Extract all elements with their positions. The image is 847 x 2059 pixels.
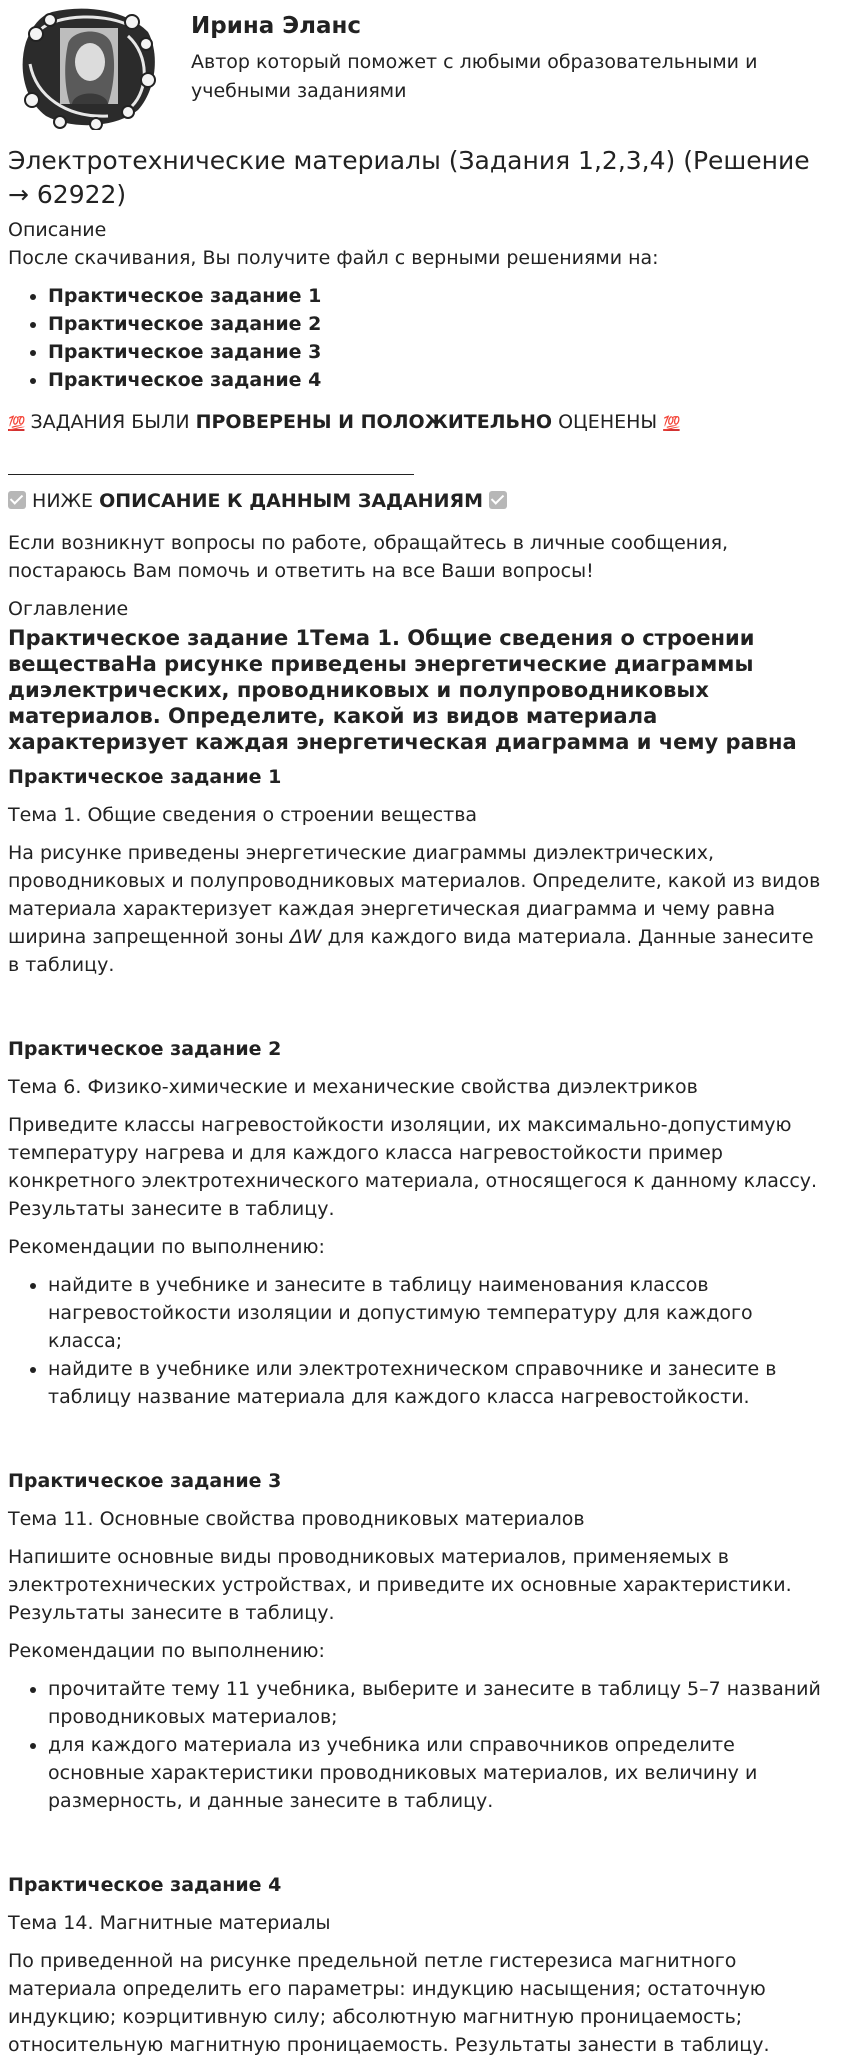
section-heading-strong: ОПИСАНИЕ К ДАННЫМ ЗАДАНИЯМ: [99, 490, 484, 512]
task-1: [8, 763, 823, 979]
list-item: • найдите в учебнике и занесите в таблицу наименования классов нагревостойкости изоляции и допустимую температуру для каждого класса;: [48, 1271, 823, 1355]
checkmark-icon: [8, 491, 26, 509]
task-topic: Тема 11. Основные свойства проводниковых материалов: [8, 1508, 585, 1530]
task-2: [8, 1035, 823, 1411]
section-heading: [8, 487, 823, 515]
recommendations-label: Рекомендации по выполнению:: [8, 1640, 325, 1662]
author-description: Автор который поможет с любыми образовательными и учебными заданиями: [191, 51, 758, 102]
task-3: [8, 1467, 823, 1815]
list-item: • для каждого материала из учебника или справочников определите основные характеристики проводниковых материалов, их величину и размерность, и данные занесите в таблицу.: [48, 1731, 823, 1815]
verdict-text-after: ОЦЕНЕНЫ: [552, 411, 658, 433]
spacer: [8, 1815, 823, 1863]
section-heading-before: НИЖЕ: [32, 490, 100, 512]
toc-link[interactable]: Практическое задание 1Тема 1. Общие сведения о строении веществаНа рисунке приведены энергетические диаграммы диэлектрических, проводниковых и полупроводниковых материалов. Определите, какой из видов материала характеризует каждая энергетическая диаграмма и чему равна: [8, 626, 797, 754]
work-title: Электротехнические материалы (Задания 1,2,3,4) (Решение → 62922): [8, 146, 810, 209]
task-text: По приведенной на рисунке предельной петле гистерезиса магнитного материала определить его параметры: индукцию насыщения; остаточную индукцию; коэрцитивную силу; абсолютную магнитную проницаемость; относительную магнитную проницаемость. Результаты занести в таблицу.: [8, 1950, 770, 2056]
task-text: Приведите классы нагревостойкости изоляции, их максимально-допустимую температуру нагрева и для каждого класса нагревостойкости пример конкретного электротехнического материала, относящегося к данному классу. Результаты занесите в таблицу.: [8, 1114, 818, 1220]
spacer: [8, 1411, 823, 1459]
list-item: • прочитайте тему 11 учебника, выберите и занесите в таблицу 5–7 названий проводниковых материалов;: [48, 1675, 823, 1731]
list-item: • Практическое задание 4: [48, 366, 823, 394]
task-4: [8, 1871, 823, 2059]
author-block: [8, 0, 823, 118]
task-topic: Тема 1. Общие сведения о строении вещества: [8, 804, 478, 826]
task-text-part: для каждого вида материала. Данные занесите в таблицу.: [8, 926, 814, 976]
author-avatar[interactable]: [16, 6, 158, 130]
verdict-text-before: ЗАДАНИЯ БЫЛИ: [30, 411, 196, 433]
author-name[interactable]: Ирина Эланс: [191, 13, 362, 39]
list-item: • найдите в учебнике или электротехническом справочнике и занесите в таблицу название материала для каждого класса нагревостойкости.: [48, 1355, 823, 1411]
task-title: Практическое задание 3: [8, 1470, 282, 1492]
list-item: • Практическое задание 1: [48, 282, 823, 310]
questions-note: Если возникнут вопросы по работе, обращайтесь в личные сообщения, постараюсь Вам помочь и ответить на все Ваши вопросы!: [8, 532, 729, 582]
toc-label: Оглавление: [8, 598, 129, 620]
recommendations-list: [8, 1271, 823, 1411]
included-list: [8, 282, 823, 394]
recommendations-list: [8, 1675, 823, 1815]
description-intro: После скачивания, Вы получите файл с верными решениями на:: [8, 247, 659, 269]
list-item: • Практическое задание 3: [48, 338, 823, 366]
task-text: Напишите основные виды проводниковых материалов, применяемых в электротехнических устройствах, и приведите их основные характеристики. Результаты занесите в таблицу.: [8, 1546, 792, 1624]
task-topic: Тема 6. Физико-химические и механические свойства диэлектриков: [8, 1076, 698, 1098]
checkmark-icon: [489, 491, 507, 509]
description-label: Описание: [8, 219, 107, 241]
task-title: Практическое задание 2: [8, 1038, 282, 1060]
recommendations-label: Рекомендации по выполнению:: [8, 1236, 325, 1258]
task-title: Практическое задание 4: [8, 1874, 282, 1896]
hundred-icon: 💯: [663, 416, 680, 432]
task-text: [8, 839, 823, 979]
verdict-line: [8, 408, 823, 438]
list-item: • Практическое задание 2: [48, 310, 823, 338]
divider: [8, 474, 414, 475]
task-text-part: На рисунке приведены энергетические диаграммы диэлектрических, проводниковых и полупроводниковых материалов. Определите, какой из видов материала характеризует каждая энергетическая диаграмма и чему равна ширина запрещенной зоны: [8, 842, 821, 948]
verdict-text-strong: ПРОВЕРЕНЫ И ПОЛОЖИТЕЛЬНО: [195, 411, 553, 433]
task-title: Практическое задание 1: [8, 766, 282, 788]
task-topic: Тема 14. Магнитные материалы: [8, 1912, 331, 1934]
spacer: [8, 979, 823, 1027]
hundred-icon: 💯: [8, 416, 25, 432]
delta-w-symbol: ΔW: [289, 926, 322, 948]
